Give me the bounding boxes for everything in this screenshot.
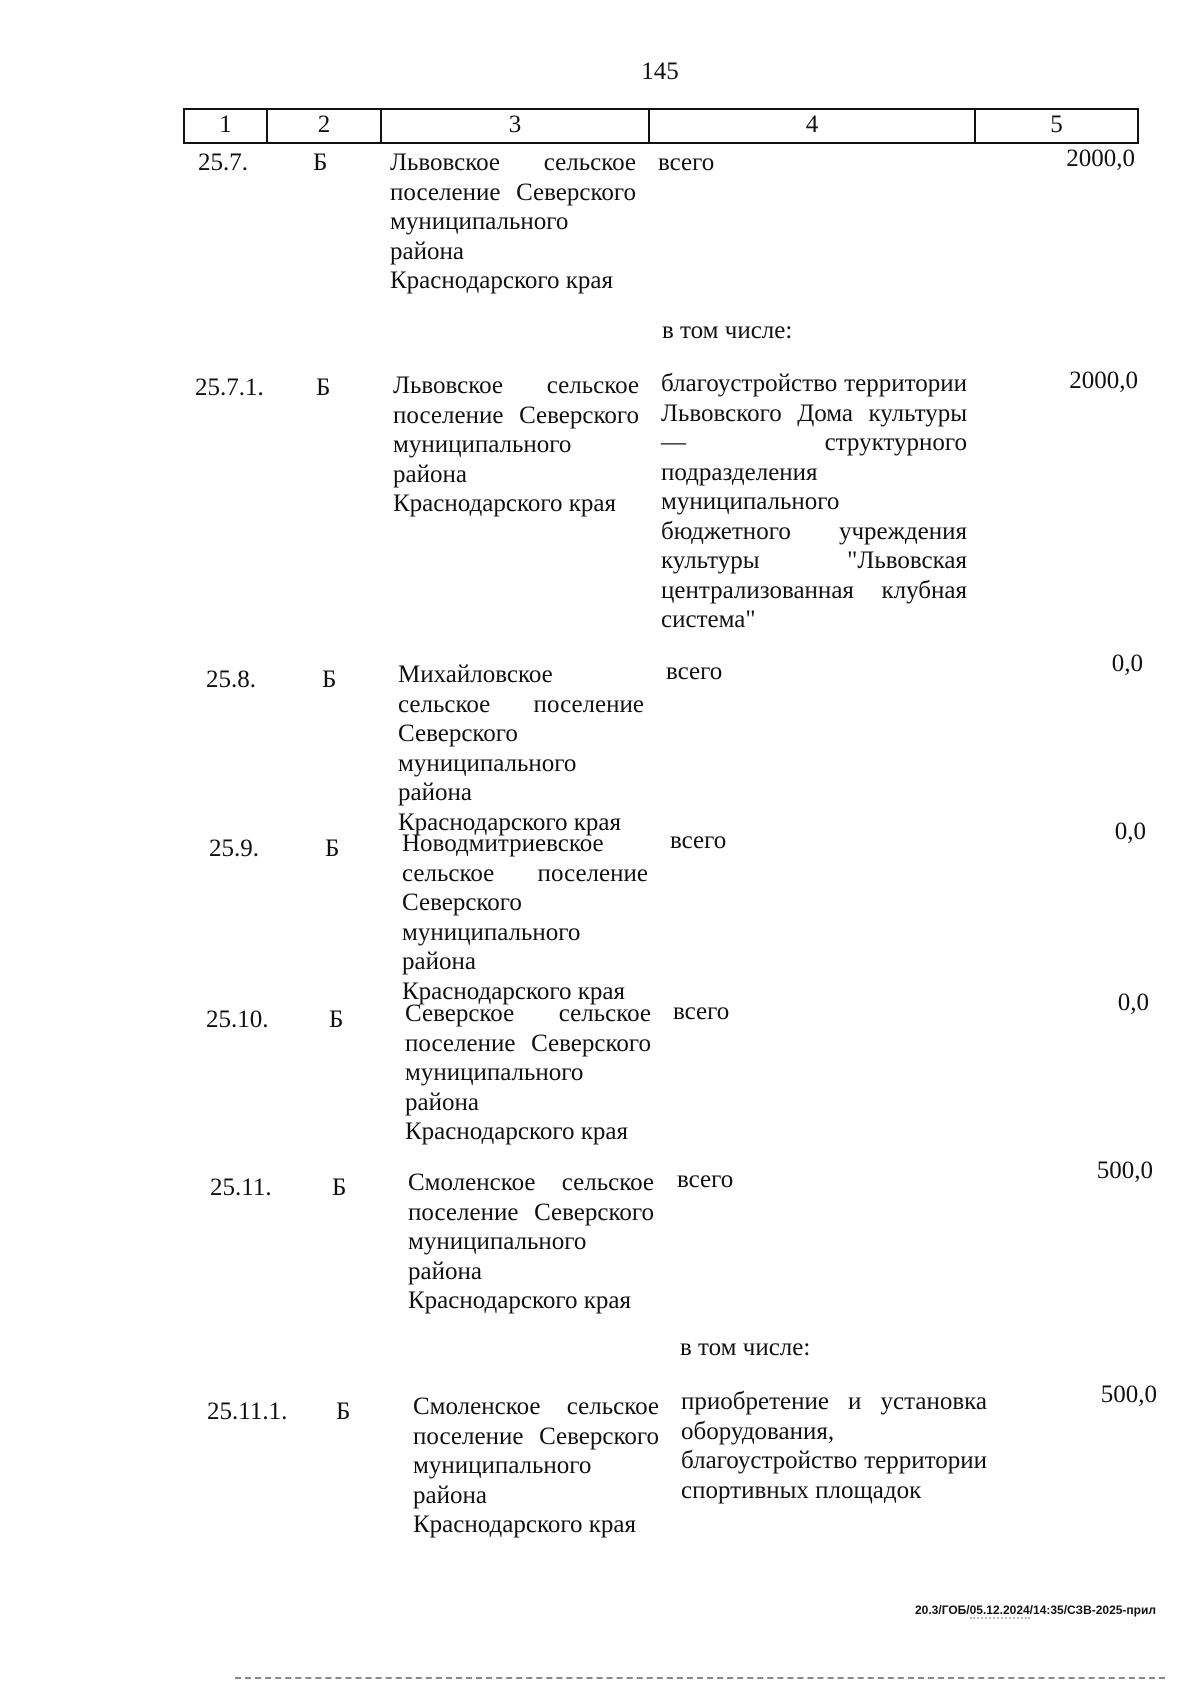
- row-amount: 0,0: [1111, 650, 1143, 677]
- page-number: 145: [641, 58, 679, 85]
- header-col-5: 5: [1050, 111, 1063, 138]
- row-amount: 500,0: [1100, 1381, 1157, 1408]
- table-header: [183, 108, 1139, 144]
- row-organization: Смоленское сельское поселение Северского муниципального района Краснодарского края: [408, 1169, 654, 1314]
- row-organization: Львовское сельское поселение Северского муниципального района Краснодарского края: [393, 372, 639, 517]
- footer-dots: [970, 1617, 1030, 1619]
- row-number: 25.7.1.: [195, 374, 264, 401]
- row-amount: 2000,0: [1069, 367, 1138, 394]
- row-amount: 500,0: [1096, 1157, 1153, 1184]
- row-description: всего: [673, 998, 730, 1025]
- row-organization: Смоленское сельское поселение Северского муниципального района Краснодарского края: [413, 1393, 659, 1538]
- header-col-1: 1: [185, 110, 268, 142]
- row-amount: 2000,0: [1066, 145, 1135, 172]
- row-number: 25.8.: [206, 666, 256, 693]
- row-organization: Новодмитриевское сельское поселение Северского муниципального района Краснодарского края: [402, 830, 648, 1005]
- row-description: благоустройство территории Львовского Дома культуры — структурного подразделения муниципального бюджетного учреждения культуры "Львовская централизованная клубная система": [661, 370, 967, 633]
- subheading: в том числе:: [680, 1334, 811, 1361]
- row-letter: Б: [329, 1006, 344, 1033]
- document-code: 20.3/ГОБ/05.12.2024/14:35/СЗВ-2025-прил: [915, 1603, 1157, 1617]
- row-description: всего: [677, 1166, 734, 1193]
- row-description: приобретение и установка оборудования, благоустройство территории спортивных площадок: [681, 1388, 987, 1504]
- row-organization: Михайловское сельское поселение Северского муниципального района Краснодарского края: [398, 661, 644, 836]
- header-col-3: 3: [382, 110, 650, 142]
- row-number: 25.11.1.: [207, 1398, 288, 1425]
- header-col-4: 4: [650, 110, 976, 142]
- row-amount: 0,0: [1114, 818, 1146, 845]
- subheading: в том числе:: [662, 317, 793, 344]
- row-letter: Б: [325, 835, 340, 862]
- row-organization: Северское сельское поселение Северского муниципального района Краснодарского края: [405, 1000, 651, 1145]
- row-description: всего: [670, 827, 727, 854]
- row-letter: Б: [316, 374, 331, 401]
- row-letter: Б: [313, 149, 328, 176]
- bottom-rule: [235, 1677, 1165, 1679]
- row-number: 25.7.: [198, 149, 248, 176]
- row-description: всего: [666, 658, 723, 685]
- row-letter: Б: [322, 666, 337, 693]
- row-description: всего: [658, 149, 715, 176]
- row-number: 25.11.: [210, 1174, 272, 1201]
- header-col-2: 2: [268, 110, 382, 142]
- row-number: 25.9.: [209, 835, 259, 862]
- row-organization: Львовское сельское поселение Северского муниципального района Краснодарского края: [390, 149, 636, 294]
- row-letter: Б: [336, 1398, 351, 1425]
- row-letter: Б: [332, 1174, 347, 1201]
- row-number: 25.10.: [206, 1006, 269, 1033]
- row-amount: 0,0: [1117, 989, 1149, 1016]
